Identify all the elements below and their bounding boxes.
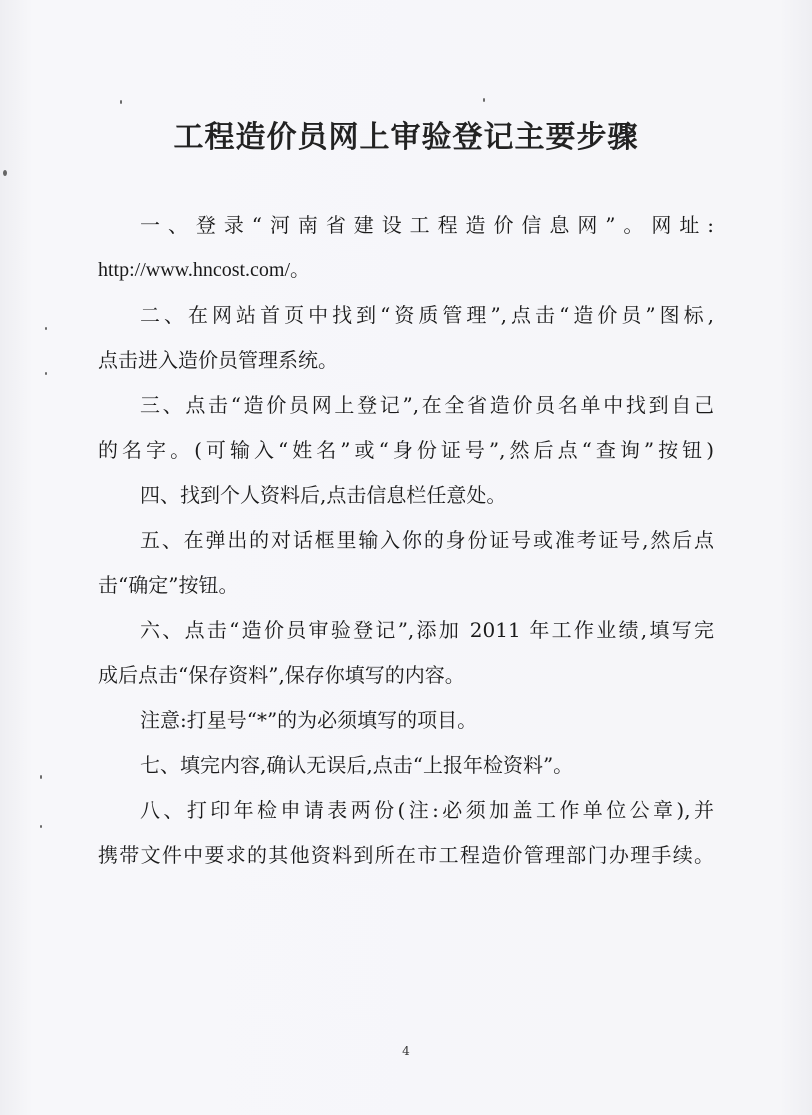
step-8-line-1: 八、打印年检申请表两份(注:必须加盖工作单位公章),并 [140, 798, 714, 822]
step-6-line-2: 成后点击“保存资料”,保存你填写的内容。 [98, 663, 465, 687]
page-title: 工程造价员网上审验登记主要步骤 [173, 120, 639, 155]
scan-speck [483, 98, 485, 102]
step-1-url: http://www.hncost.com/。 [98, 259, 311, 281]
scan-speck [40, 775, 42, 779]
step-3-line-1: 三、点击“造价员网上登记”,在全省造价员名单中找到自己 [140, 393, 714, 417]
step-2-line-2: 点击进入造价员管理系统。 [98, 348, 338, 372]
step-2-line-1: 二、在网站首页中找到“资质管理”,点击“造价员”图标, [140, 303, 714, 327]
scan-speck [45, 372, 47, 375]
document-body [98, 203, 714, 878]
step-6-line-1: 六、点击“造价员审验登记”,添加 2011 年工作业绩,填写完 [140, 618, 714, 642]
scan-speck [45, 327, 47, 330]
step-1-line-1: 一、登录“河南省建设工程造价信息网”。网址: [140, 213, 714, 237]
step-3-line-2: 的名字。(可输入“姓名”或“身份证号”,然后点“查询”按钮) [98, 438, 714, 462]
scan-speck [120, 100, 122, 104]
step-8-line-2: 携带文件中要求的其他资料到所在市工程造价管理部门办理手续。 [98, 843, 714, 867]
step-5-line-1: 五、在弹出的对话框里输入你的身份证号或准考证号,然后点 [140, 528, 714, 552]
step-7-line: 七、填完内容,确认无误后,点击“上报年检资料”。 [140, 753, 574, 777]
scan-speck [40, 825, 42, 828]
scan-speck [3, 170, 7, 176]
step-4-line: 四、找到个人资料后,点击信息栏任意处。 [140, 483, 507, 507]
note-line: 注意:打星号“*”的为必须填写的项目。 [140, 708, 478, 732]
step-5-line-2: 击“确定”按钮。 [98, 573, 239, 597]
page-number: 4 [402, 1044, 410, 1058]
